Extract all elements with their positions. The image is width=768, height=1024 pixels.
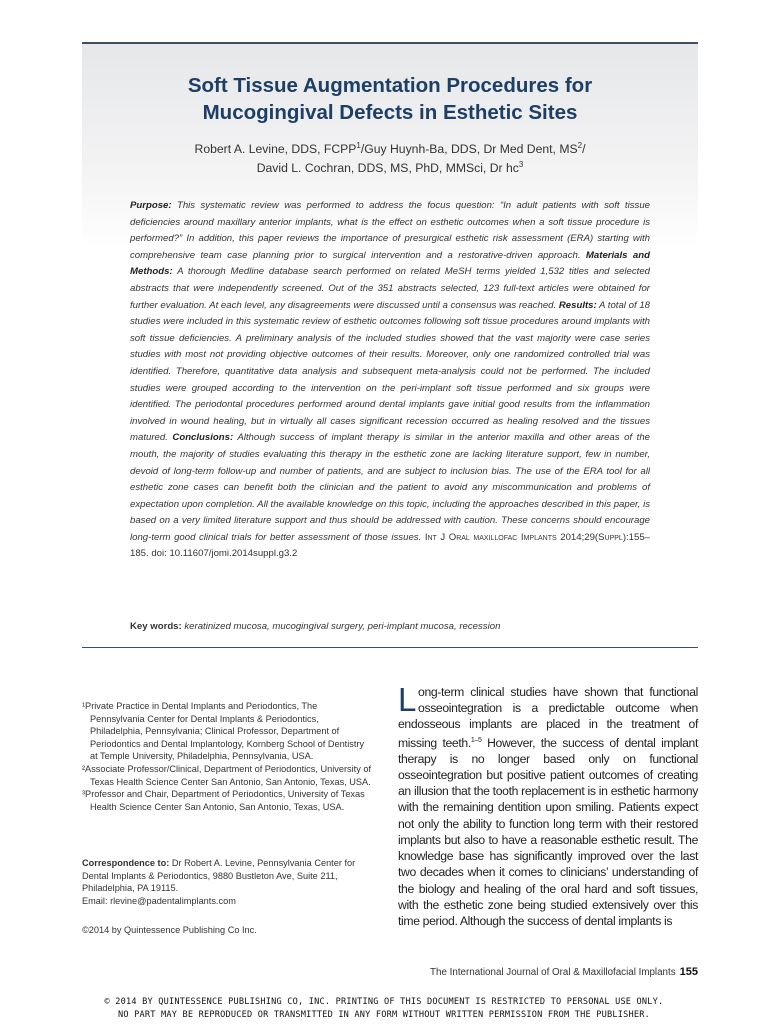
notice-line-2: NO PART MAY BE REPRODUCED OR TRANSMITTED IN ANY FORM WITHOUT WRITTEN PERMISSION FROM THE PUBLISHER. [117, 1009, 650, 1020]
keywords-text: keratinized mucosa, mucogingival surgery, peri-implant mucosa, recession [181, 621, 501, 632]
keywords [130, 620, 650, 634]
reference-citation: 1–5 [470, 736, 482, 744]
author-list [82, 138, 698, 176]
title-line-1: Soft Tissue Augmentation Procedures for [187, 74, 593, 97]
conclusions-label: Conclusions: [172, 432, 234, 444]
page-number: 155 [679, 966, 698, 978]
title-line-2: Mucogingival Defects in Esthetic Sites [202, 101, 578, 124]
correspondence [82, 857, 372, 907]
copyright-notice [0, 996, 768, 1021]
results-text: A total of 18 studies were included in this systematic review of esthetic outcomes following soft tissue procedures around implants with soft tissue deficiencies. A preliminary analysis of the included studies showed that the vast majority were case series studies with most not providing objective outcomes of their results. Moreover, only one randomized controlled trial was identified. Therefore, quantitative data analysis and subsequent meta-analysis could not be performed. The included studies were grouped according to the intervention on the peri-implant soft tissue performed and six groups were identified. The periodontal procedures performed around dental implants gave initial good results from the inflammation involved in wound healing, but in virtually all cases significant recession occurred as healing resolved and the tissues matured. [130, 299, 651, 444]
affiliation-1: ¹Private Practice in Dental Implants and Periodontics, The Pennsylvania Center for Dental Implants & Periodontics, Philadelphia, Pennsylvania; Clinical Professor, Department of Periodontics and Dental Implantology, Kornberg School of Dentistry at Temple University, Philadelphia, Pennsylvania, USA. [82, 701, 365, 762]
body-text-a: ong-term clinical studies have shown that functional osseointegration is a predictable outcome when endosseous implants are placed in the treatment of missing teeth. [398, 685, 698, 750]
conclusions-text: Although success of implant therapy is similar in the anterior maxilla and other areas of the mouth, the majority of studies evaluating this therapy in the esthetic zone are lacking literature support, few in number, devoid of long-term follow-up and number of patients, and are subject to inclusion bias. The use of the ERA tool for all esthetic zone cases can benefit both the clinician and the patient to avoid any miscommunication and problems of expectation upon completion. All the available knowledge on this topic, including the approaches described in this paper, is based on a very limited literature support and thus should be addressed with caution. These concerns should encourage long-term good clinical trials for better assessment of those issues. [130, 432, 650, 543]
body-text-b: However, the success of dental implant therapy is no longer based only on functional osseointegration but positive patient outcomes of creating an illusion that the tooth replacement is in esthetic harmony with the remaining dentition upon smiling. Patients expect not only the ability to function long term with their restored implants but also to have a reasonable esthetic result. The knowledge base has significantly improved over the last two decades when it comes to clinicians’ understanding of the biology and healing of the oral hard and soft tissues, with the esthetic zone being studied extensively over this time period. Although the success of dental implants is [398, 735, 698, 928]
article-title [82, 72, 698, 126]
author-line-1: Robert A. Levine, DDS, FCPP$^1$/Guy Huynh-Ba, DDS, Dr Med Dent, $MS^2/$ [194, 141, 586, 157]
drop-cap: L [398, 681, 417, 718]
journal-name: The International Journal of Oral & Maxillofacial Implants [430, 967, 676, 978]
affiliations [82, 700, 372, 813]
body-paragraph [398, 681, 698, 929]
purpose-label: Purpose: [130, 200, 172, 211]
copyright-line: ©2014 by Quintessence Publishing Co Inc. [82, 925, 257, 935]
section-divider [82, 647, 698, 648]
keywords-label: Key words: [130, 621, 182, 632]
notice-line-1: © 2014 BY QUINTESSENCE PUBLISHING CO, INC. PRINTING OF THIS DOCUMENT IS RESTRICTED TO PERSONAL USE ONLY. [104, 997, 664, 1007]
methods-text: A thorough Medline database search performed on related MeSH terms yielded 1,532 titles and selected abstracts that were independently screened. Out of the 351 abstracts selected, 123 full-text articles were obtained for further evaluation. At each level, any disagreements were discussed until a consensus was reached. [130, 266, 650, 311]
correspondence-email: Email: rlevine@padentalimplants.com [82, 895, 236, 906]
correspondence-address: Correspondence to: Dr Robert A. Levine, Pennsylvania Center for Dental Implants & Periodontics, 9880 Bustleton Ave, Suite 211, Philadelphia, PA 19115. [82, 858, 356, 894]
methods-label: Materials and Methods: [130, 249, 650, 278]
affiliation-2: ²Associate Professor/Clinical, Department of Periodontics, University of Texas Health Science Center San Antonio, San Antonio, Texas, USA. [82, 763, 372, 787]
affiliation-3: ³Professor and Chair, Department of Periodontics, University of Texas Health Science Center San Antonio, San Antonio, Texas, USA. [82, 789, 365, 812]
running-footer [340, 966, 698, 978]
purpose-text: This systematic review was performed to address the focus question: “In adult patients with soft tissue deficiencies around maxillary anterior implants, what is the effect on esthetic outcomes when a soft tissue procedure is performed?” In addition, this paper reviews the importance of presurgical esthetic risk assessment (ERA) starting with comprehensive team case planning prior to surgical intervention and a restorative-driven approach. [130, 200, 650, 261]
results-label: Results: [558, 299, 597, 311]
citation: Int J Oral maxillofac Implants 2014;29(Suppl):155–185. doi: 10.11607/jomi.2014suppl.g3.2 [130, 531, 651, 560]
abstract [130, 198, 650, 563]
author-line-2: David L. Cochran, DDS, MS, PhD, MMSci, Dr $hc^3$ [256, 160, 524, 176]
